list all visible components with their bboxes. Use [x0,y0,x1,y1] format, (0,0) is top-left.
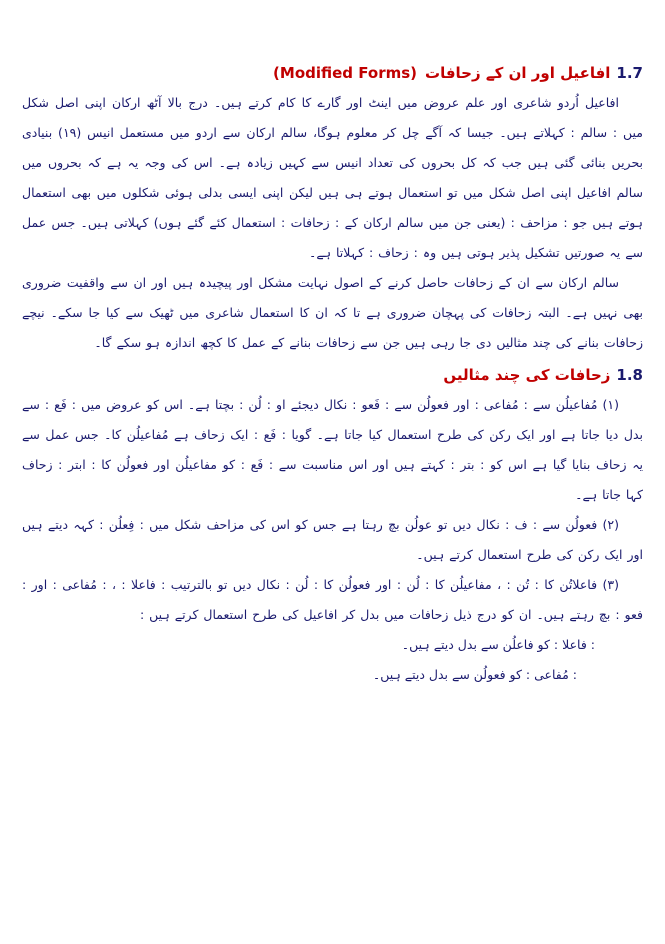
example-2: (۲) فعولُن سے : ف : نکال دیں تو عولُن بچ رہتا ہے جس کو اس کی مزاحف شکل میں : فِعلُن : کہہ دیتے ہیں اور ایک رکن کی طرح استعمال کرتے ہیں۔ [22,517,643,562]
section-number: 1.8 [616,366,643,384]
section-title-english: (Modified Forms) [273,64,418,82]
paragraph-intro: افاعیل اُردو شاعری اور علم عروض میں اینٹ اور گارے کا کام کرتے ہیں۔ درج بالا آٹھ ارکان اپنی اصل شکل میں : سالم : کہلاتے ہیں۔ جیسا کہ آگے چل کر معلوم ہوگا، سالم ارکان سے اردو میں مستعمل انیس (۱۹) بنیادی بحریں بنائی گئی ہیں جب کہ کل بحروں کی تعداد انیس سے کہیں زیادہ ہے۔ اس کی وجہ یہ ہے کہ بحروں میں سالم افاعیل اپنی اصل شکل میں تو استعمال ہوتے ہی ہیں لیکن اپنی ایسی بدلی ہوئی شکلوں میں بھی استعمال ہوتے ہیں جو : مزاحف : (یعنی جن میں سالم ارکان کے : زحافات : استعمال کئے گئے ہوں) کہلاتی ہیں۔ جس عمل سے یہ صورتیں تشکیل پذیر ہوتی ہیں وہ : زحاف : کہلاتا ہے۔ [22,95,643,260]
section-heading-1-7 [22,60,643,86]
section-title-urdu: افاعیل اور ان کے زحافات [425,64,611,82]
list-item: : فاعلا : کو فاعلُن سے بدل دیتے ہیں۔ [401,637,595,652]
section-title-urdu: زحافات کی چند مثالیں [443,366,611,384]
example-1: (۱) مُفاعیلُن سے : مُفاعی : اور فعولُن سے : فَعو : نکال دیجئے او : لُن : بچتا ہے۔ اس کو عروض میں : فَع : سے بدل دیا جاتا ہے اور ایک رکن کی طرح استعمال کیا جاتا ہے۔ گویا : فَع : ایک زحاف ہے مُفاعیلُن کا۔ جس عمل سے یہ زحاف بنایا گیا ہے اس کو : بتر : کہتے ہیں اور اس مناسبت سے : فَع : کو مفاعیلُن اور فعولُن کا : ابتر : زحاف کہا جاتا ہے۔ [22,397,643,502]
list-item: : مُفاعی : کو فعولُن سے بدل دیتے ہیں۔ [372,667,577,682]
paragraph-zihafat: سالم ارکان سے ان کے زحافات حاصل کرنے کے اصول نہایت مشکل اور پیچیدہ ہیں اور ان سے واقفیت ضروری بھی نہیں ہے۔ البتہ زحافات کی پہچان ضروری ہے تا کہ ان کا استعمال شاعری میں ٹھیک سے کیا جا سکے۔ نیچے زحافات بنانے کی چند مثالیں دی جا رہی ہیں جن سے زحافات بنانے کے عمل کا کچھ اندازہ ہو سکے گا۔ [22,275,643,350]
section-number: 1.7 [616,64,643,82]
example-3: (۳) فاعلاتُن کا : تُن : ، مفاعیلُن کا : لُن : اور فعولُن کا : لُن : نکال دیں تو بالترتیب : فاعلا : ، : مُفاعی : اور : فعو : بچ رہتے ہیں۔ ان کو درج ذیل زحافات میں بدل کر افاعیل کی طرح استعمال کرتے ہیں : [22,577,643,622]
section-heading-1-8 [22,362,643,388]
